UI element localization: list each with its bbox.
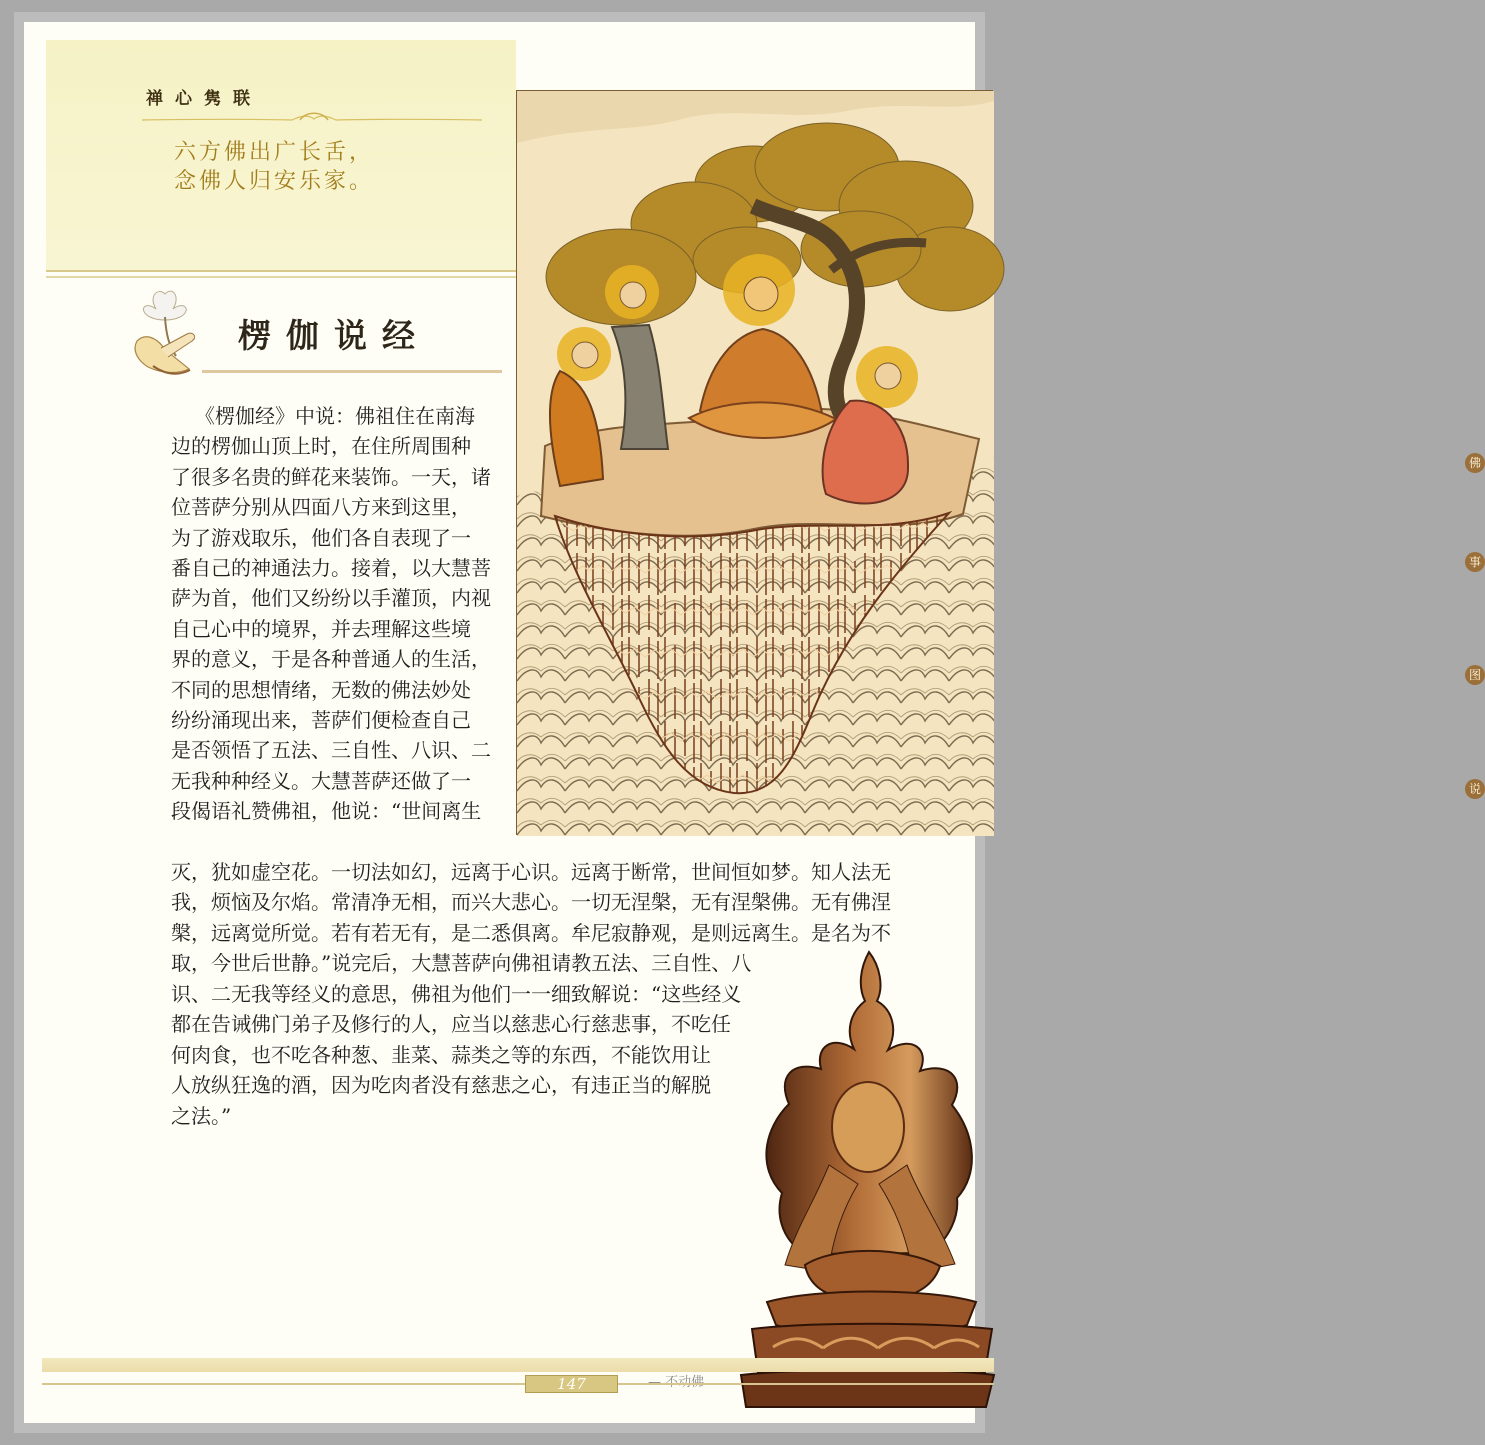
body-line: 为了游戏取乐，他们各自表现了一 [171, 525, 471, 550]
body-line: 灭，犹如虚空花。一切法如幻，远离于心识。远离于断常，世间恒如梦。知人法无 [171, 860, 891, 884]
title-rule [202, 370, 502, 373]
body-line: 何肉食，也不吃各种葱、韭菜、蒜类之等的东西，不能饮用让 [171, 1042, 711, 1067]
body-line: 不同的思想情绪，无数的佛法妙处 [171, 677, 471, 702]
couplet-line-1: 六方佛出广长舌， [174, 140, 375, 165]
statue-caption [648, 1371, 704, 1390]
body-line: 自己心中的境界，并去理解这些境 [171, 616, 471, 641]
body-line: 之法。” [171, 1103, 232, 1128]
decorative-ornament [142, 110, 482, 128]
painting-side-label: 图 [1465, 665, 1485, 685]
page-number: 147 [525, 1375, 618, 1393]
painting-side-label: 事 [1465, 552, 1485, 572]
chapter-title: 楞伽说经 [238, 316, 430, 355]
body-line: 是否领悟了五法、三自性、八识、二 [171, 738, 491, 763]
body-line: 《楞伽经》中说：佛祖住在南海 [195, 404, 475, 428]
painting-side-label: 佛 [1465, 453, 1485, 473]
buddha-painting [516, 90, 1481, 835]
body-line: 了很多名贵的鲜花来装饰。一天，诸 [171, 464, 491, 489]
body-line: 识、二无我等经义的意思，佛祖为他们一一细致解说：“这些经义 [171, 982, 742, 1006]
body-line: 槃，远离觉所觉。若有若无有，是二悉俱离。牟尼寂静观，是则远离生。是名为不 [171, 920, 891, 945]
body-text-top [171, 401, 491, 826]
footer-band [42, 1358, 994, 1372]
couplet [174, 138, 374, 196]
footer-rule [42, 1383, 994, 1385]
body-line: 无我种种经义。大慧菩萨还做了一 [171, 768, 471, 793]
couplet-line-2: 念佛人归安乐家。 [174, 169, 375, 194]
body-line: 我，烦恼及尔焰。常清净无相，而兴大悲心。一切无涅槃，无有涅槃佛。无有佛涅 [171, 890, 891, 915]
body-line: 界的意义，于是各种普通人的生活， [171, 647, 491, 672]
body-line: 都在告诫佛门弟子及修行的人，应当以慈悲心行慈悲事，不吃任 [171, 1012, 731, 1037]
body-line: 人放纵狂逸的酒，因为吃肉者没有慈悲之心，有违正当的解脱 [171, 1073, 711, 1098]
body-line: 萨为首，他们又纷纷以手灌顶，内视 [171, 586, 491, 611]
series-title: 禅心隽联 [146, 89, 262, 109]
body-line: 纷纷涌现出来，菩萨们便检查自己 [171, 707, 471, 732]
body-line: 取，今世后世静。”说完后，大慧菩萨向佛祖请教五法、三自性、八 [171, 951, 752, 976]
body-text-beside-statue [171, 979, 741, 1131]
body-line: 段偈语礼赞佛祖，他说：“世间离生 [171, 799, 482, 824]
body-line: 番自己的神通法力。接着，以大慧菩 [171, 555, 491, 580]
book-page [14, 12, 1481, 1433]
body-line: 位菩萨分别从四面八方来到这里， [171, 495, 471, 520]
lotus-hand-icon [120, 286, 208, 378]
akshobhya-statue [722, 952, 994, 1407]
painting-side-label: 说 [1465, 779, 1485, 799]
body-line: 边的楞伽山顶上时，在住所周围种 [171, 434, 471, 459]
painting-illustration [517, 91, 994, 836]
